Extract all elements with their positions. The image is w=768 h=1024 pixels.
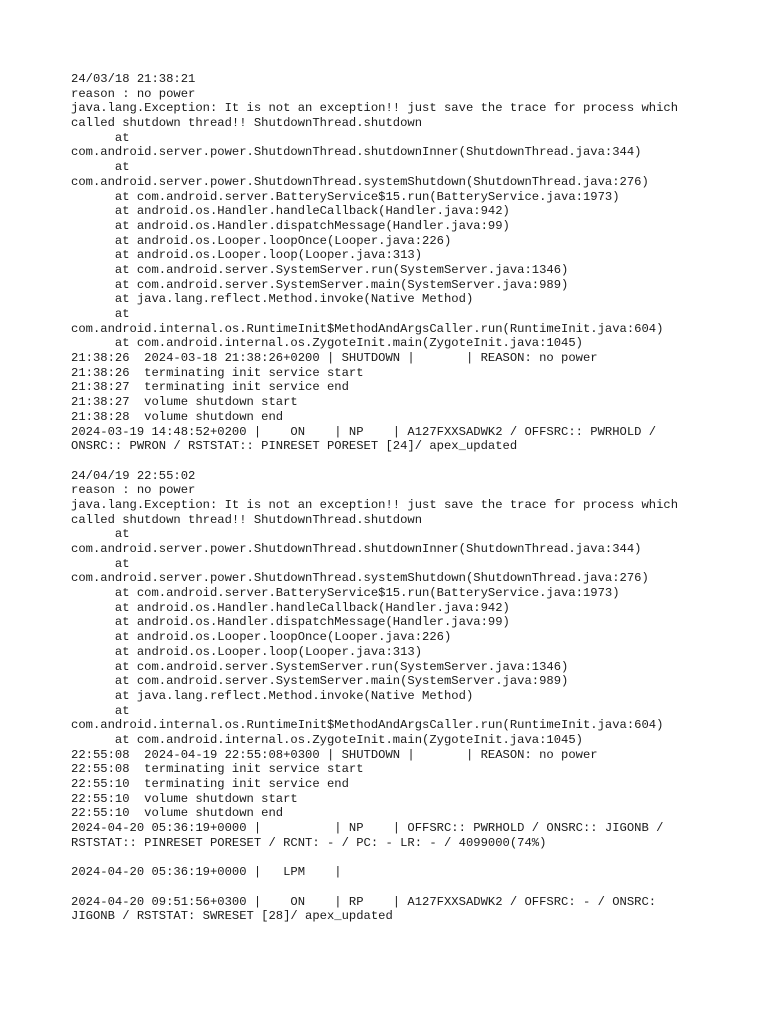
log-line: reason : no power — [71, 483, 196, 498]
log-line: at android.os.Looper.loopOnce(Looper.java:226) — [71, 630, 452, 645]
section-divider — [71, 850, 711, 865]
log-line: at android.os.Looper.loopOnce(Looper.java:226) — [71, 233, 452, 248]
log-line: 2024-03-19 14:48:52+0200 | ON | NP | A127FXXSADWK2 / OFFSRC:: PWRHOLD / — [71, 424, 657, 439]
log-line: 21:38:27 volume shutdown start — [71, 395, 298, 410]
log-line: at android.os.Handler.dispatchMessage(Handler.java:99) — [71, 218, 510, 233]
log-section-4 — [71, 895, 711, 924]
log-line: at android.os.Handler.handleCallback(Handler.java:942) — [71, 204, 510, 219]
log-line: 22:55:10 volume shutdown start — [71, 791, 298, 806]
log-line: at java.lang.reflect.Method.invoke(Native Method) — [71, 292, 474, 307]
log-line: com.android.server.power.ShutdownThread.systemShutdown(ShutdownThread.java:276) — [71, 174, 649, 189]
log-line: at android.os.Looper.loop(Looper.java:313) — [71, 248, 423, 263]
log-line: 22:55:08 2024-04-19 22:55:08+0300 | SHUTDOWN | | REASON: no power — [71, 747, 598, 762]
log-line: at com.android.server.BatteryService$15.run(BatteryService.java:1973) — [71, 586, 620, 601]
log-line: 22:55:10 volume shutdown end — [71, 806, 284, 821]
log-line: at com.android.server.BatteryService$15.run(BatteryService.java:1973) — [71, 189, 620, 204]
log-line: at com.android.internal.os.ZygoteInit.main(ZygoteInit.java:1045) — [71, 336, 583, 351]
log-line: java.lang.Exception: It is not an exception!! just save the trace for process which — [71, 497, 679, 512]
log-line: 21:38:27 terminating init service end — [71, 380, 349, 395]
log-section-3 — [71, 865, 711, 880]
log-line: 21:38:26 2024-03-18 21:38:26+0200 | SHUTDOWN | | REASON: no power — [71, 351, 598, 366]
log-section-1 — [71, 72, 711, 454]
log-line: com.android.server.power.ShutdownThread.shutdownInner(ShutdownThread.java:344) — [71, 542, 642, 556]
log-line: ONSRC:: PWRON / RSTSTAT:: PINRESET PORESET [24]/ apex_updated — [71, 439, 518, 454]
log-section-2 — [71, 469, 711, 851]
log-line: 21:38:28 volume shutdown end — [71, 409, 284, 424]
log-line: com.android.server.power.ShutdownThread.shutdownInner(ShutdownThread.java:344) — [71, 145, 642, 160]
log-line: java.lang.Exception: It is not an exception!! just save the trace for process which — [71, 101, 679, 116]
log-line: 2024-04-20 05:36:19+0000 | | NP | OFFSRC:: PWRHOLD / ONSRC:: JIGONB / — [71, 821, 664, 836]
log-line: at — [71, 527, 130, 542]
section-divider — [71, 880, 711, 895]
log-line: at android.os.Handler.dispatchMessage(Handler.java:99) — [71, 615, 510, 630]
log-line: 22:55:10 terminating init service end — [71, 777, 349, 791]
log-line: at com.android.server.SystemServer.main(SystemServer.java:989) — [71, 674, 569, 689]
log-line: 2024-04-20 09:51:56+0300 | ON | RP | A127FXXSADWK2 / OFFSRC: - / ONSRC: — [71, 894, 657, 909]
log-line: 2024-04-20 05:36:19+0000 | LPM | — [71, 865, 342, 880]
log-line: 21:38:26 terminating init service start — [71, 365, 364, 380]
log-line: 22:55:08 terminating init service start — [71, 762, 364, 777]
log-line: at android.os.Handler.handleCallback(Handler.java:942) — [71, 600, 510, 615]
log-line: at — [71, 130, 130, 145]
log-line: RSTSTAT:: PINRESET PORESET / RCNT: - / PC: - LR: - / 4099000(74%) — [71, 835, 547, 850]
log-line: com.android.server.power.ShutdownThread.systemShutdown(ShutdownThread.java:276) — [71, 571, 649, 586]
log-line: 24/03/18 21:38:21 — [71, 72, 196, 86]
log-line: at com.android.server.SystemServer.main(SystemServer.java:989) — [71, 277, 569, 292]
log-line: called shutdown thread!! ShutdownThread.shutdown — [71, 512, 423, 527]
log-line: at java.lang.reflect.Method.invoke(Native Method) — [71, 688, 474, 703]
log-line: at — [71, 307, 130, 321]
log-line: at — [71, 556, 130, 571]
log-line: at com.android.server.SystemServer.run(SystemServer.java:1346) — [71, 659, 569, 674]
log-line: at — [71, 160, 130, 175]
log-line: at android.os.Looper.loop(Looper.java:313) — [71, 644, 423, 659]
log-line: at — [71, 703, 130, 718]
log-line: com.android.internal.os.RuntimeInit$MethodAndArgsCaller.run(RuntimeInit.java:604) — [71, 718, 664, 733]
log-line: called shutdown thread!! ShutdownThread.shutdown — [71, 116, 423, 131]
log-document — [71, 72, 711, 924]
section-divider — [71, 454, 711, 469]
log-line: at com.android.internal.os.ZygoteInit.main(ZygoteInit.java:1045) — [71, 732, 583, 747]
log-line: JIGONB / RSTSTAT: SWRESET [28]/ apex_updated — [71, 909, 393, 924]
log-line: com.android.internal.os.RuntimeInit$MethodAndArgsCaller.run(RuntimeInit.java:604) — [71, 321, 664, 336]
log-line: reason : no power — [71, 86, 196, 101]
log-line: 24/04/19 22:55:02 — [71, 468, 196, 483]
log-line: at com.android.server.SystemServer.run(SystemServer.java:1346) — [71, 262, 569, 277]
